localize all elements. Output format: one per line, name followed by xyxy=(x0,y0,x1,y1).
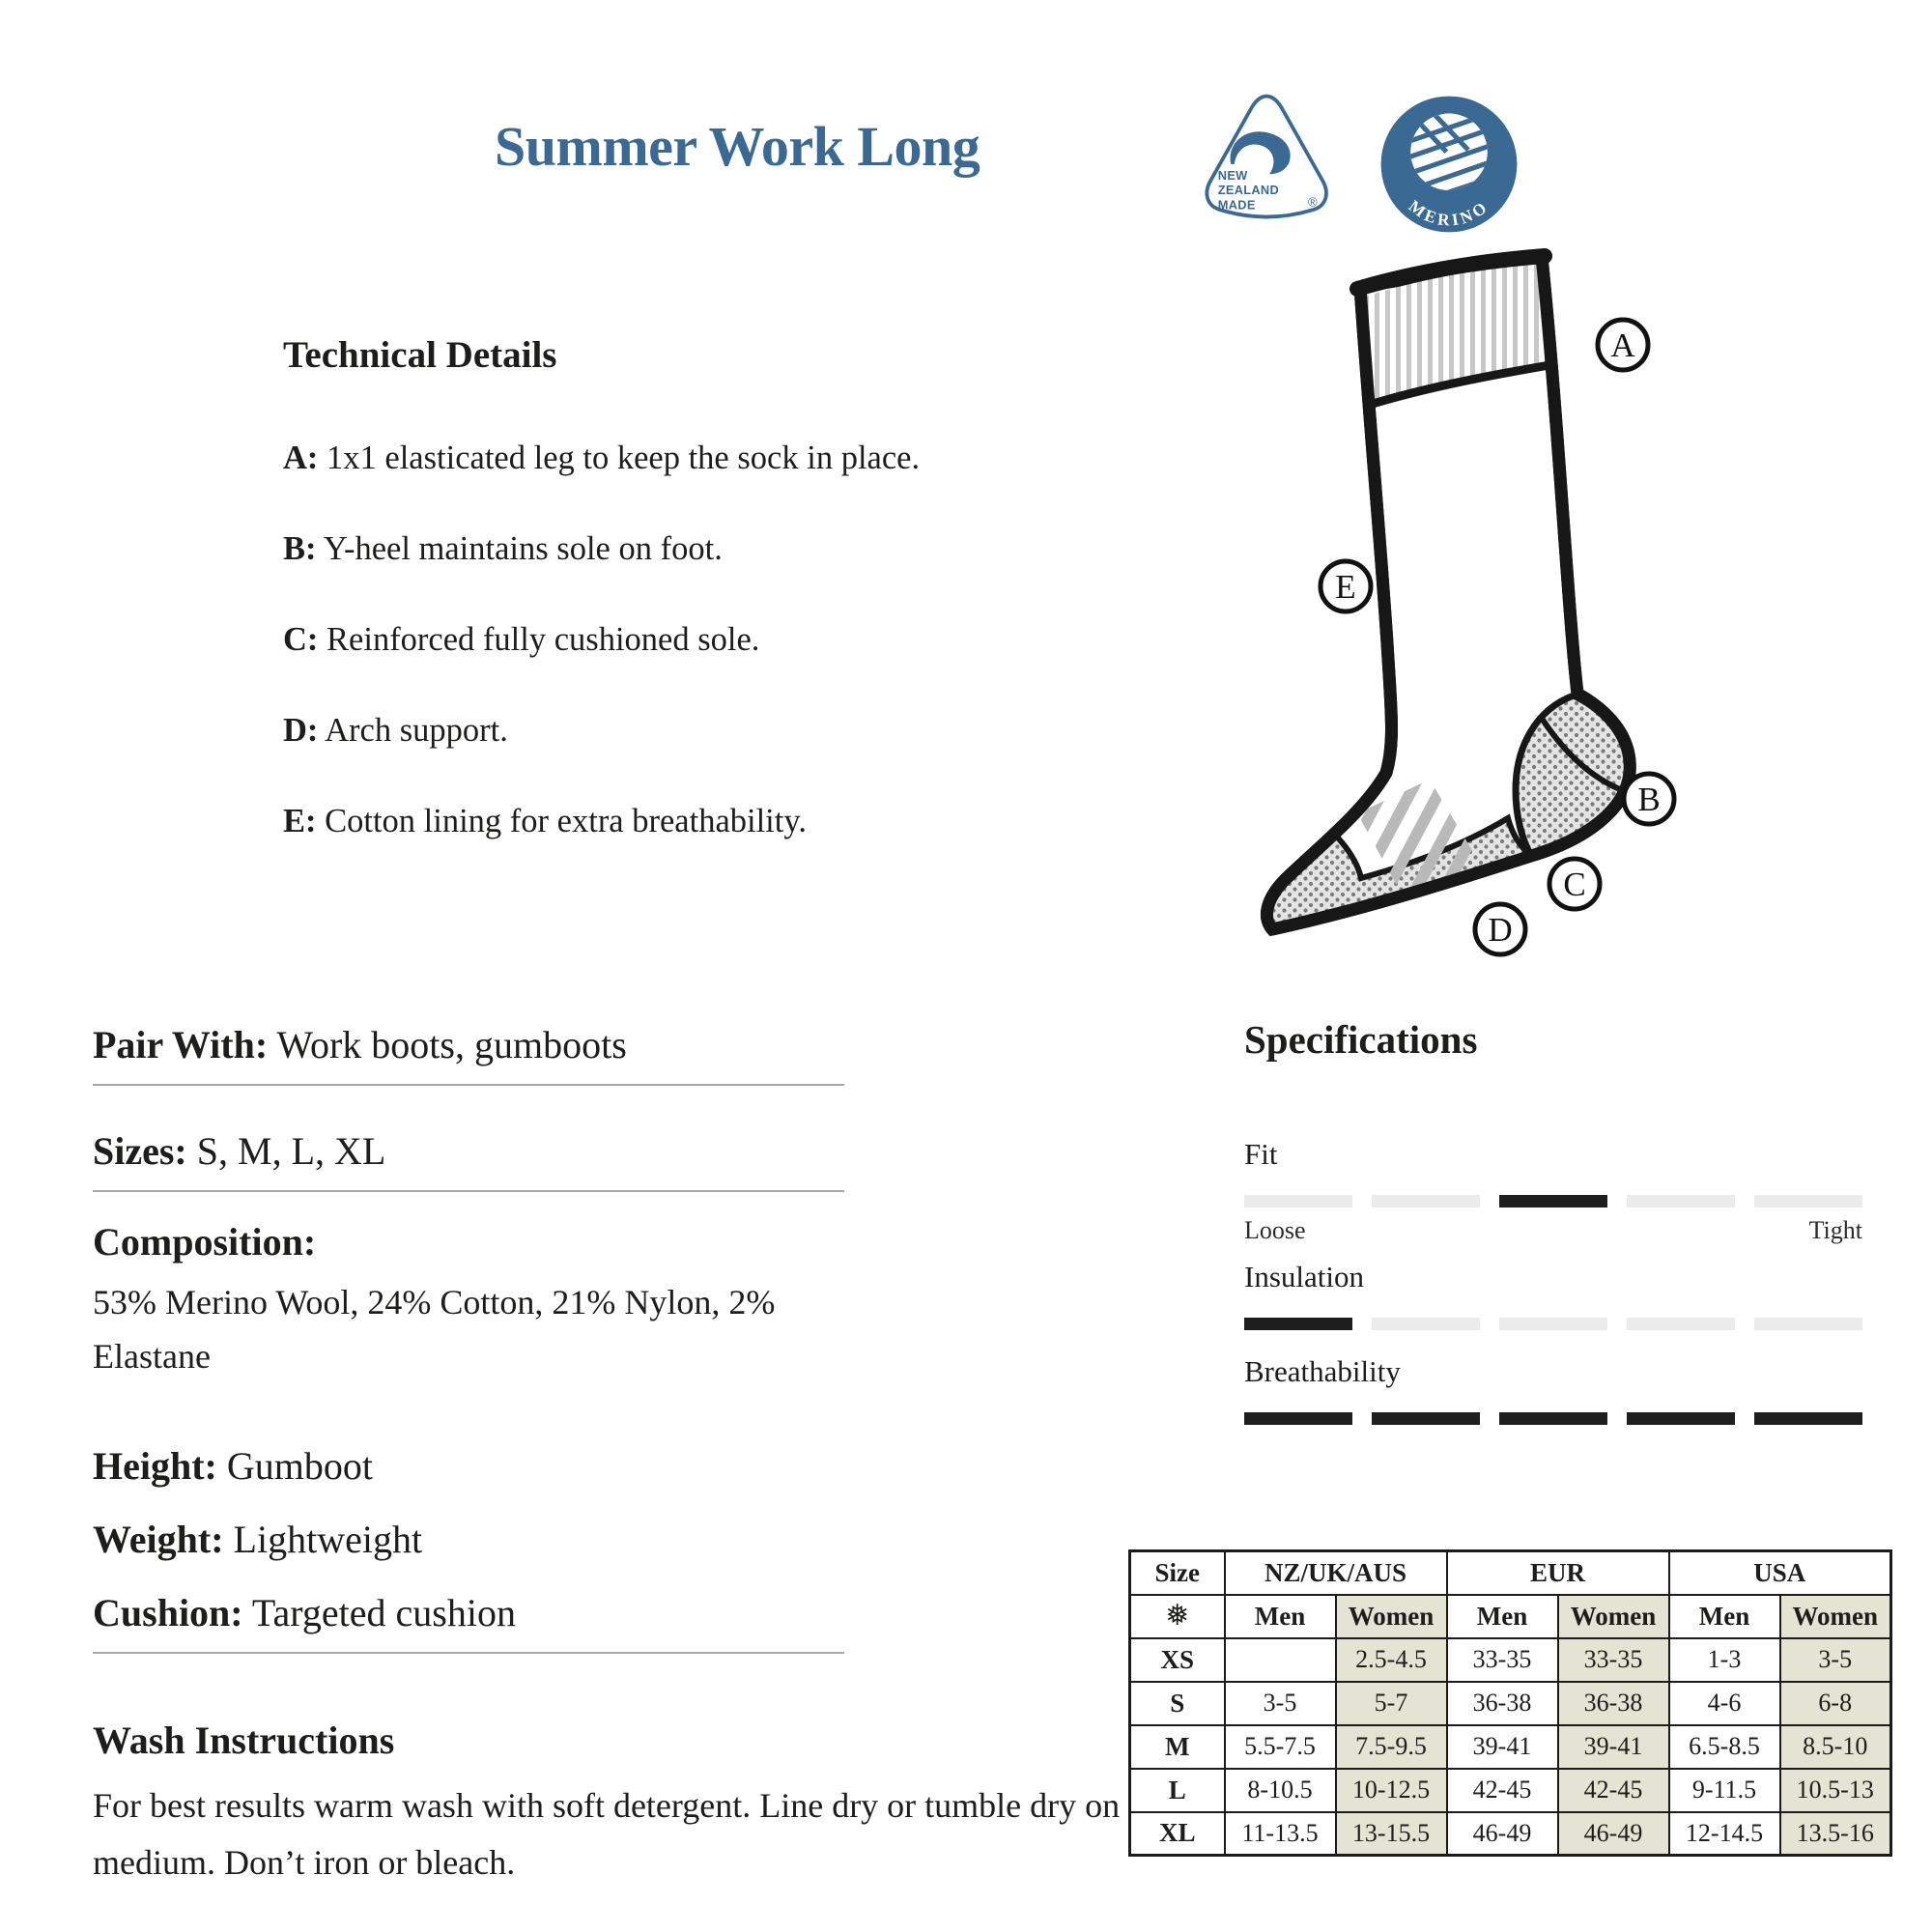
table-group-header-row xyxy=(1130,1551,1891,1595)
tech-item-b: B: Y-heel maintains sole on foot. xyxy=(283,530,723,567)
fit-meter-label: Fit xyxy=(1244,1137,1278,1171)
nz-made-badge xyxy=(1196,89,1343,234)
meter-segment xyxy=(1627,1412,1735,1425)
insulation-meter-bar xyxy=(1244,1318,1862,1330)
table-row xyxy=(1130,1769,1891,1812)
fit-meter-right-label: Tight xyxy=(1808,1216,1862,1244)
value-cell: 4-6 xyxy=(1669,1682,1780,1725)
meter-segment xyxy=(1372,1318,1480,1330)
merino-badge xyxy=(1378,93,1520,236)
meter-segment xyxy=(1754,1412,1862,1425)
meter-segment xyxy=(1244,1195,1352,1208)
meter-segment xyxy=(1372,1412,1480,1425)
value-cell: 6-8 xyxy=(1780,1682,1891,1725)
technical-details-heading: Technical Details xyxy=(283,334,557,376)
meter-segment xyxy=(1372,1195,1480,1208)
value-cell: 42-45 xyxy=(1558,1769,1669,1812)
value-cell: 2.5-4.5 xyxy=(1336,1638,1447,1682)
page-title: Summer Work Long xyxy=(495,115,980,178)
svg-text:E: E xyxy=(1335,568,1356,606)
value-cell: 8-10.5 xyxy=(1225,1769,1336,1812)
divider xyxy=(93,1084,844,1086)
merino-badge-label: MERINO xyxy=(1405,196,1493,230)
nz-badge-text-line2: ZEALAND xyxy=(1217,183,1280,198)
value-cell: 46-49 xyxy=(1447,1812,1558,1856)
sub-header-men: Men xyxy=(1225,1595,1336,1638)
value-cell: 42-45 xyxy=(1447,1769,1558,1812)
value-cell: 46-49 xyxy=(1558,1812,1669,1856)
divider xyxy=(93,1190,844,1192)
value-cell: 33-35 xyxy=(1447,1638,1558,1682)
sock-diagram xyxy=(1212,243,1782,978)
value-cell: 10.5-13 xyxy=(1780,1769,1891,1812)
value-cell: 5.5-7.5 xyxy=(1225,1725,1336,1769)
size-cell: M xyxy=(1130,1725,1225,1769)
breathability-meter xyxy=(1244,1351,1862,1425)
tech-item-e: E: Cotton lining for extra breathability. xyxy=(283,803,807,839)
value-cell: 3-5 xyxy=(1225,1682,1336,1725)
meter-segment xyxy=(1499,1412,1607,1425)
diagram-label-b xyxy=(1624,774,1674,824)
value-cell: 13.5-16 xyxy=(1780,1812,1891,1856)
col-usa-header: USA xyxy=(1669,1551,1891,1595)
meter-segment xyxy=(1754,1318,1862,1330)
value-cell: 1-3 xyxy=(1669,1638,1780,1682)
fit-meter xyxy=(1244,1134,1862,1245)
sub-header-women: Women xyxy=(1780,1595,1891,1638)
tech-item-a: A: 1x1 elasticated leg to keep the sock in place. xyxy=(283,440,921,476)
meter-segment xyxy=(1499,1195,1607,1208)
pair-with-row: Pair With: Work boots, gumboots xyxy=(93,1023,627,1066)
value-cell xyxy=(1225,1638,1336,1682)
value-cell: 9-11.5 xyxy=(1669,1769,1780,1812)
breathability-meter-bar xyxy=(1244,1412,1862,1425)
value-cell: 12-14.5 xyxy=(1669,1812,1780,1856)
col-nz-header: NZ/UK/AUS xyxy=(1225,1551,1447,1595)
composition-value: 53% Merino Wool, 24% Cotton, 21% Nylon, 2% Elastane xyxy=(93,1283,776,1376)
table-row xyxy=(1130,1682,1891,1725)
table-row xyxy=(1130,1812,1891,1856)
value-cell: 39-41 xyxy=(1447,1725,1558,1769)
value-cell: 11-13.5 xyxy=(1225,1812,1336,1856)
specifications-heading: Specifications xyxy=(1244,1017,1478,1062)
meter-segment xyxy=(1244,1412,1352,1425)
value-cell: 33-35 xyxy=(1558,1638,1669,1682)
sub-header-women: Women xyxy=(1336,1595,1447,1638)
nz-badge-text-line3: MADE xyxy=(1217,197,1256,213)
value-cell: 36-38 xyxy=(1447,1682,1558,1725)
value-cell: 13-15.5 xyxy=(1336,1812,1447,1856)
size-cell: L xyxy=(1130,1769,1225,1812)
value-cell: 10-12.5 xyxy=(1336,1769,1447,1812)
breathability-meter-label: Breathability xyxy=(1244,1354,1401,1388)
tech-item-c: C: Reinforced fully cushioned sole. xyxy=(283,621,760,658)
weight-row: Weight: Lightweight xyxy=(93,1518,423,1561)
size-cell: XS xyxy=(1130,1638,1225,1682)
size-chart-table xyxy=(1128,1549,1892,1857)
sub-header-women: Women xyxy=(1558,1595,1669,1638)
value-cell: 8.5-10 xyxy=(1780,1725,1891,1769)
value-cell: 5-7 xyxy=(1336,1682,1447,1725)
value-cell: 39-41 xyxy=(1558,1725,1669,1769)
fit-meter-bar xyxy=(1244,1195,1862,1208)
insulation-meter-label: Insulation xyxy=(1244,1260,1364,1293)
snowflake-icon: ❅ xyxy=(1130,1595,1225,1638)
diagram-label-e xyxy=(1321,561,1371,611)
sub-header-men: Men xyxy=(1447,1595,1558,1638)
cushion-row: Cushion: Targeted cushion xyxy=(93,1591,516,1634)
svg-text:C: C xyxy=(1563,866,1586,903)
meter-segment xyxy=(1499,1318,1607,1330)
col-size-header: Size xyxy=(1130,1551,1225,1595)
technical-details-section xyxy=(283,333,974,887)
value-cell: 3-5 xyxy=(1780,1638,1891,1682)
svg-text:B: B xyxy=(1637,781,1661,818)
divider xyxy=(93,1652,844,1654)
meter-segment xyxy=(1244,1318,1352,1330)
height-row: Height: Gumboot xyxy=(93,1444,373,1488)
fit-meter-left-label: Loose xyxy=(1244,1216,1306,1244)
tech-item-d: D: Arch support. xyxy=(283,712,508,749)
meter-segment xyxy=(1627,1195,1735,1208)
value-cell: 6.5-8.5 xyxy=(1669,1725,1780,1769)
sizes-row: Sizes: S, M, L, XL xyxy=(93,1129,386,1173)
sub-header-men: Men xyxy=(1669,1595,1780,1638)
meter-segment xyxy=(1754,1195,1862,1208)
diagram-label-c xyxy=(1549,859,1600,909)
wash-instructions-heading: Wash Instructions xyxy=(93,1719,395,1762)
meter-segment xyxy=(1627,1318,1735,1330)
value-cell: 36-38 xyxy=(1558,1682,1669,1725)
value-cell: 7.5-9.5 xyxy=(1336,1725,1447,1769)
diagram-label-a xyxy=(1598,320,1648,370)
diagram-label-d xyxy=(1475,904,1525,954)
composition-label: Composition: xyxy=(93,1220,317,1264)
nz-badge-text-line1: NEW xyxy=(1217,168,1248,183)
table-sub-header-row xyxy=(1130,1595,1891,1638)
col-eur-header: EUR xyxy=(1447,1551,1669,1595)
table-row xyxy=(1130,1638,1891,1682)
registered-mark: ® xyxy=(1307,194,1318,210)
table-row xyxy=(1130,1725,1891,1769)
size-cell: S xyxy=(1130,1682,1225,1725)
svg-text:A: A xyxy=(1610,327,1635,364)
svg-text:D: D xyxy=(1488,911,1513,949)
wash-instructions-text: For best results warm wash with soft detergent. Line dry or tumble dry on medium. Don’t iron or bleach. xyxy=(93,1786,1121,1882)
insulation-meter xyxy=(1244,1257,1862,1330)
size-cell: XL xyxy=(1130,1812,1225,1856)
